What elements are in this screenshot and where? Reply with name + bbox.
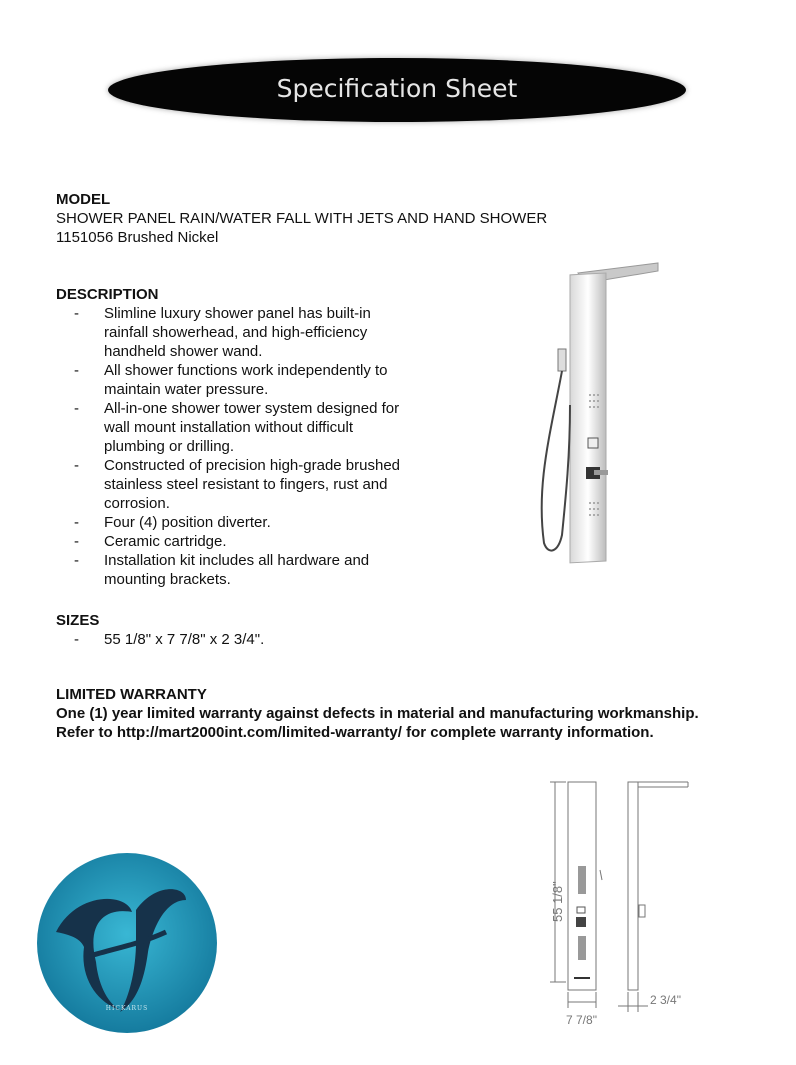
list-item: - All-in-one shower tower system designed for wall mount installation without difficult plumbing or drilling. [56, 399, 404, 456]
sizes-list [56, 630, 699, 649]
list-item: - Slimline luxury shower panel has built-in rainfall showerhead, and high-efficiency handheld shower wand. [56, 304, 404, 361]
model-name: SHOWER PANEL RAIN/WATER FALL WITH JETS AND HAND SHOWER [56, 210, 548, 227]
page-title: Specification Sheet [276, 74, 518, 103]
height-dimension-label: 55 1/8" [550, 881, 565, 922]
warranty-link-text: Refer to http://mart2000int.com/limited-warranty/ for complete warranty information. [56, 724, 654, 741]
sizes-heading: SIZES [56, 612, 100, 629]
warranty-text: One (1) year limited warranty against defects in material and manufacturing workmanship. [56, 705, 699, 722]
model-number: 1151056 Brushed Nickel [56, 229, 219, 246]
brand-logo [36, 852, 218, 1034]
list-item: - Constructed of precision high-grade brushed stainless steel resistant to fingers, rust and corrosion. [56, 456, 404, 513]
list-item: - Installation kit includes all hardware and mounting brackets. [56, 551, 404, 589]
list-item: - 55 1/8" x 7 7/8" x 2 3/4". [56, 630, 404, 649]
list-item: - Ceramic cartridge. [56, 532, 404, 551]
logo-text: HICKARUS [105, 1005, 149, 1012]
warranty-heading: LIMITED WARRANTY [56, 686, 207, 703]
description-heading: DESCRIPTION [56, 286, 159, 303]
title-banner [108, 58, 686, 122]
model-heading: MODEL [56, 191, 111, 208]
shower-panel-photo [530, 255, 670, 575]
list-item: - Four (4) position diverter. [56, 513, 404, 532]
width-dimension-label: 7 7/8" [566, 1013, 597, 1027]
dimension-drawing [540, 770, 700, 1030]
list-item: - All shower functions work independently to maintain water pressure. [56, 361, 404, 399]
depth-dimension-label: 2 3/4" [650, 993, 681, 1007]
